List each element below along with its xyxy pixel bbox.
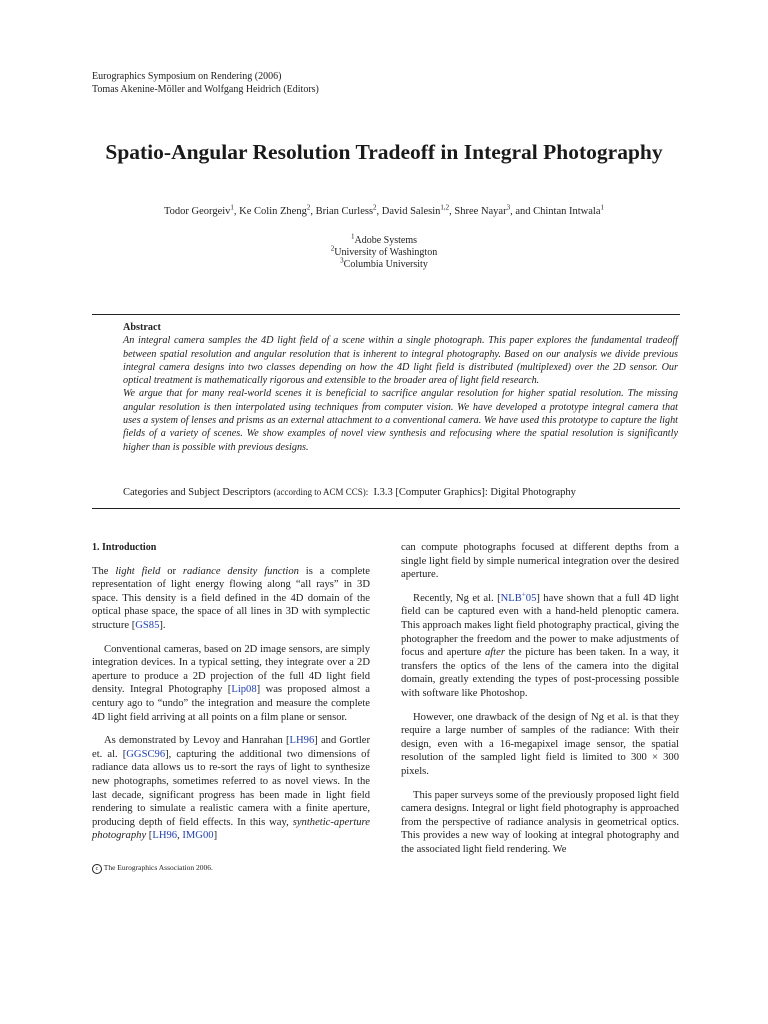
affiliation-mark: 3 [340,256,344,265]
abstract-heading: Abstract [123,322,161,333]
intro-paragraph-continued: can compute photographs focused at different depths from a single light field by simple numerical integration over the desired aperture. [401,542,679,581]
intro-paragraph-6: This paper surveys some of the previously proposed light field camera designs. Integral or light field photography is approached from the perspective of radiance analysis in geometrical optics. This provides a new way of looking at integral photography and the associated light field rendering. We [401,789,679,855]
intro-paragraph-5: However, one drawback of the design of Ng et al. is that they require a large number of samples of the radiance: With their design, even with a 16-megapixel image sensor, the spatial resolution of the sampled light field is limited to 300 × 300 pixels. [401,711,679,777]
affiliation-list [0,232,768,271]
subject-descriptors [123,487,576,498]
author-name: Brian Curless [315,206,374,217]
affiliation-name: Columbia University [343,259,428,270]
abstract-paragraph-2: We argue that for many real-world scenes it is beneficial to sacrifice angular resolution for higher spatial resolution. The missing angular resolution is then interpolated using techniques from computer vision. We have developed a prototype integral camera that uses a system of lenses and prisms as an external attachment to a conventional camera. We have used this prototype to capture the light fields of a variety of scenes. We show examples of novel view synthesis and refocusing where the spatial resolution is significantly higher than is possible with previous designs. [123,388,678,453]
author-affil-mark: 2 [306,203,311,212]
section-heading: 1. Introduction [92,542,157,553]
categories-value: I.3.3 [Computer Graphics]: Digital Photography [373,487,576,498]
affiliation-name: Adobe Systems [354,235,417,246]
author-list [0,203,768,217]
venue-header [92,70,319,96]
categories-label: Categories and Subject Descriptors [123,487,271,498]
affiliation-name: University of Washington [334,247,438,258]
author-affil-mark: 1 [230,203,234,212]
author-name: Shree Nayar [454,206,507,217]
author-name: Todor Georgeiv [163,206,231,217]
author-name: David Salesin [381,206,441,217]
affiliation-item [0,256,768,271]
intro-paragraph-1: The light field or radiance density function is a complete representation of light energy flowing along “all rays” in 3D space. This density is a field defined in the 4D domain of the optical phase space, the space of all lines in 3D with symplectic structure [GS85]. [92,565,371,631]
author-affil-mark: 2 [373,203,377,212]
affiliation-item [0,232,768,247]
abstract-top-rule [92,314,680,315]
left-column [92,541,370,853]
author-affil-mark: 1 [600,203,604,212]
abstract-paragraph-1: An integral camera samples the 4D light field of a scene within a single photograph. This paper explores the fundamental tradeoff between spatial resolution and angular resolution that is inherent to integral photography. Based on our analysis we divide previous integral camera designs into two classes depending on how the 4D light field is distributed (multiplexed) over the 2D sensor. Our optical treatment is mathematically rigorous and extensible to the broader area of light field research. [123,335,678,387]
paper-title: Spatio-Angular Resolution Tradeoff in Integral Photography [105,140,663,164]
citation-link[interactable]: GS85 [135,619,160,631]
intro-paragraph-3: As demonstrated by Levoy and Hanrahan [LH96] and Gortler et. al. [GGSC96], capturing the additional two dimensions of radiance data allows us to re-sort the rays of light to synthesize new photographs, sometimes referred to as novel views. In the last decade, significant progress has been made in light field rendering to simulate a realistic camera with a finite aperture, producing depth of field effects. In this way, synthetic-aperture photography [LH96, IMG00] [92,735,371,842]
affiliation-mark: 2 [330,244,335,253]
author-affil-mark: 3 [506,203,511,212]
citation-link[interactable]: Lip08 [231,684,257,696]
intro-paragraph-2: Conventional cameras, based on 2D image sensors, are simply integration devices. In a typical setting, they integrate over a 2D aperture to produce a 2D projection of the full 4D light field density. Integral Photography [Lip08] was proposed almost a century ago to “undo” the integration and measure the complete 4D light field arriving at all points on a film plane or sensor. [92,643,370,723]
venue-line-2: Tomas Akenine-Möller and Wolfgang Heidrich (Editors) [92,84,319,95]
author-name: Chintan Intwala [533,206,601,217]
citation-link[interactable]: GGSC96 [126,748,166,760]
citation-link[interactable]: LH96 [152,830,178,842]
abstract-bottom-rule [92,508,680,509]
abstract-block [123,321,678,454]
categories-note: (according to ACM CCS): [273,487,369,497]
author-separator: , [310,206,316,217]
venue-line-1: Eurographics Symposium on Rendering (2006) [92,71,282,82]
copyright-icon: c [92,864,102,874]
right-column [401,541,679,866]
author-separator: , and [510,206,534,217]
author-separator: , [233,206,240,217]
author-separator: , [376,206,382,217]
citation-link[interactable]: NLB+05 [500,590,537,604]
author-separator: , [449,206,455,217]
affiliation-mark: 1 [351,232,355,241]
copyright-text: The Eurographics Association 2006. [103,863,213,872]
citation-link[interactable]: LH96 [289,735,315,747]
affiliation-item [0,244,768,259]
citation-link[interactable]: IMG00 [182,830,214,842]
copyright-footer [92,863,213,874]
intro-paragraph-4: Recently, Ng et al. [NLB+05] have shown that a full 4D light field can be captured even with a hand-held plenoptic camera. This approach makes light field photography practical, giving the photographer the freedom and the power to make adjustments of focus and aperture after the picture has been taken. In a way, it transfers the optics of the lens of the camera into the digital domain, greatly extending the types of post-processing possible with software like Photoshop. [401,590,680,699]
author-name: Ke Colin Zheng [239,206,307,217]
author-affil-mark: 1,2 [440,203,450,212]
